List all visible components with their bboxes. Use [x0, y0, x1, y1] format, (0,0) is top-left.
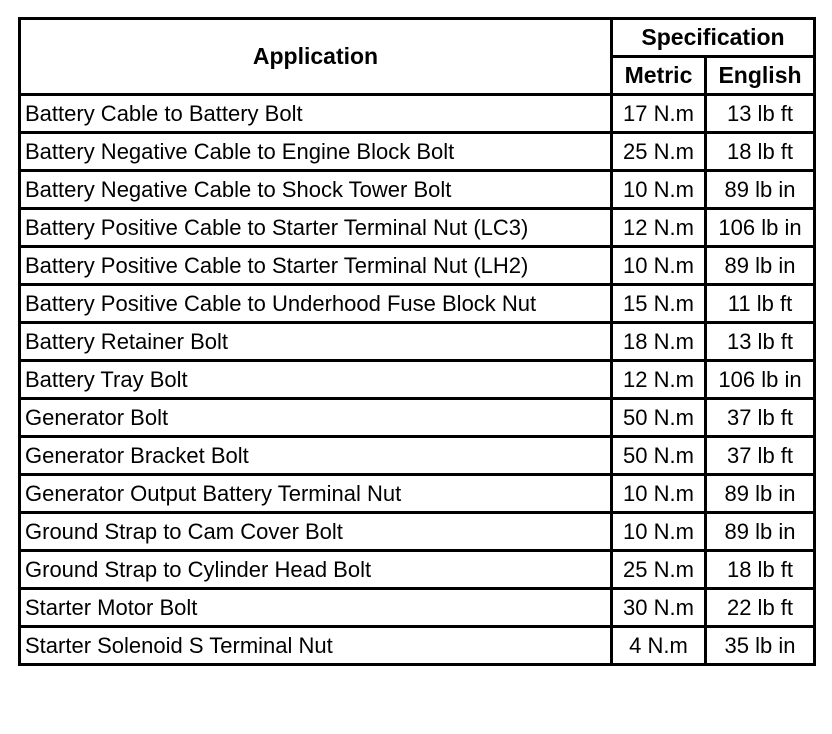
table-row [20, 399, 815, 437]
application-cell: Generator Output Battery Terminal Nut [20, 475, 612, 513]
table-row [20, 551, 815, 589]
english-cell: 13 lb ft [706, 95, 815, 133]
table-row [20, 475, 815, 513]
table-row [20, 513, 815, 551]
metric-cell: 50 N.m [612, 437, 706, 475]
english-cell: 106 lb in [706, 209, 815, 247]
metric-cell: 25 N.m [612, 551, 706, 589]
metric-cell: 4 N.m [612, 627, 706, 665]
english-cell: 13 lb ft [706, 323, 815, 361]
metric-cell: 12 N.m [612, 361, 706, 399]
english-cell: 89 lb in [706, 247, 815, 285]
application-cell: Battery Positive Cable to Underhood Fuse Block Nut [20, 285, 612, 323]
metric-cell: 10 N.m [612, 513, 706, 551]
metric-cell: 12 N.m [612, 209, 706, 247]
table-body [20, 95, 815, 665]
application-cell: Battery Negative Cable to Engine Block Bolt [20, 133, 612, 171]
metric-cell: 18 N.m [612, 323, 706, 361]
specification-header: Specification [612, 19, 815, 57]
application-cell: Ground Strap to Cylinder Head Bolt [20, 551, 612, 589]
table-row [20, 209, 815, 247]
application-cell: Starter Solenoid S Terminal Nut [20, 627, 612, 665]
table-row [20, 437, 815, 475]
english-cell: 37 lb ft [706, 437, 815, 475]
table-row [20, 95, 815, 133]
english-cell: 37 lb ft [706, 399, 815, 437]
application-cell: Battery Retainer Bolt [20, 323, 612, 361]
metric-cell: 50 N.m [612, 399, 706, 437]
metric-cell: 10 N.m [612, 475, 706, 513]
table-row [20, 285, 815, 323]
english-cell: 18 lb ft [706, 133, 815, 171]
application-cell: Battery Cable to Battery Bolt [20, 95, 612, 133]
metric-cell: 25 N.m [612, 133, 706, 171]
table-row [20, 361, 815, 399]
application-cell: Starter Motor Bolt [20, 589, 612, 627]
table-row [20, 133, 815, 171]
english-cell: 35 lb in [706, 627, 815, 665]
english-cell: 89 lb in [706, 171, 815, 209]
application-cell: Battery Positive Cable to Starter Terminal Nut (LH2) [20, 247, 612, 285]
english-cell: 89 lb in [706, 513, 815, 551]
metric-cell: 10 N.m [612, 171, 706, 209]
application-cell: Ground Strap to Cam Cover Bolt [20, 513, 612, 551]
metric-cell: 30 N.m [612, 589, 706, 627]
application-cell: Generator Bracket Bolt [20, 437, 612, 475]
english-header: English [706, 57, 815, 95]
english-cell: 89 lb in [706, 475, 815, 513]
english-cell: 11 lb ft [706, 285, 815, 323]
table-row [20, 323, 815, 361]
table-row [20, 171, 815, 209]
metric-cell: 10 N.m [612, 247, 706, 285]
metric-cell: 15 N.m [612, 285, 706, 323]
metric-cell: 17 N.m [612, 95, 706, 133]
english-cell: 22 lb ft [706, 589, 815, 627]
table-row [20, 589, 815, 627]
table-row [20, 247, 815, 285]
application-header: Application [20, 19, 612, 95]
application-cell: Battery Negative Cable to Shock Tower Bolt [20, 171, 612, 209]
application-cell: Battery Tray Bolt [20, 361, 612, 399]
metric-header: Metric [612, 57, 706, 95]
table-row [20, 627, 815, 665]
english-cell: 18 lb ft [706, 551, 815, 589]
application-cell: Battery Positive Cable to Starter Terminal Nut (LC3) [20, 209, 612, 247]
english-cell: 106 lb in [706, 361, 815, 399]
fastener-specification-table [18, 17, 816, 666]
application-cell: Generator Bolt [20, 399, 612, 437]
